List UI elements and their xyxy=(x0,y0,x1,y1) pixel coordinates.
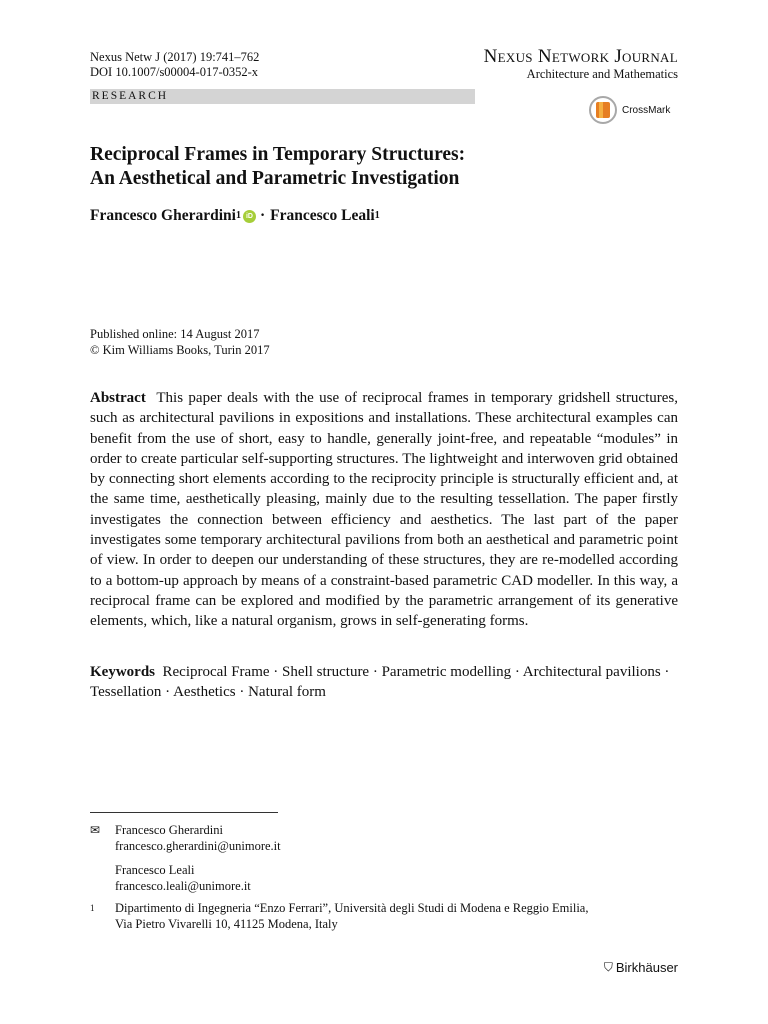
abstract xyxy=(90,388,678,632)
author-affiliation-mark: 1 xyxy=(374,210,380,221)
affiliation-line-1: Dipartimento di Ingegneria “Enzo Ferrari”, Università degli Studi di Modena e Reggio Emilia, xyxy=(115,901,589,915)
keywords-label: Keywords xyxy=(90,664,155,680)
envelope-icon: ✉ xyxy=(90,823,101,837)
contact-email[interactable]: francesco.gherardini@unimore.it xyxy=(115,839,281,853)
abstract-text: This paper deals with the use of reciprocal frames in temporary gridshell structures, such as architectural pavilions in expositions and installations. These architectural examples can benefit from the use of short, easy to handle, generally joint-free, and repeatable “modules” in order to create particular self-supporting structures. The lightweight and interwoven grid obtained by connecting short elements according to the reciprocity principle is structurally efficient and, at the same time, aesthetically pleasing, mainly due to the resulting tessellation. The paper firstly investigates the connection between efficiency and aesthetics. The last part of the paper investigates some temporary architectural pavilions from both an aesthetical and parametric point of view. In order to deepen our understanding of these structures, they are re-modelled according to a bottom-up approach by means of a constraint-based parametric CAD modeller. In this way, a reciprocal frame can be explored and modified by the parametric arrangement of its generative elements, which, like a natural organism, grows in self-generating forms. xyxy=(90,390,679,630)
crossmark-icon xyxy=(589,96,617,124)
contact-name: Francesco Gherardini xyxy=(115,823,223,837)
crossmark-label: CrossMark xyxy=(622,104,671,116)
footnote-divider xyxy=(90,812,278,813)
author-name: Francesco Leali xyxy=(270,207,375,224)
author-separator: · xyxy=(259,207,266,224)
section-banner: RESEARCH xyxy=(90,89,475,104)
orcid-icon[interactable]: iD xyxy=(243,210,256,223)
paper-title xyxy=(90,143,465,191)
affiliation-number: 1 xyxy=(90,903,95,913)
contact-name: Francesco Leali xyxy=(115,863,195,877)
author-list xyxy=(90,206,380,226)
journal-masthead xyxy=(484,47,678,81)
author-affiliation-mark: 1 xyxy=(235,210,241,221)
citation-doi[interactable]: DOI 10.1007/s00004-017-0352-x xyxy=(90,65,259,79)
publisher-name: Birkhäuser xyxy=(615,960,678,975)
citation-volume: Nexus Netw J (2017) 19:741–762 xyxy=(90,50,260,64)
abstract-label: Abstract xyxy=(90,390,146,406)
journal-name: Nexus Network Journal xyxy=(483,46,678,67)
publisher-logo xyxy=(604,960,678,975)
keywords xyxy=(90,662,678,703)
crossmark-badge[interactable] xyxy=(589,96,670,124)
author-name: Francesco Gherardini xyxy=(90,207,236,224)
contact-block xyxy=(90,822,281,894)
journal-subtitle: Architecture and Mathematics xyxy=(526,67,678,81)
title-line-2: An Aesthetical and Parametric Investigation xyxy=(90,168,460,189)
title-line-1: Reciprocal Frames in Temporary Structures: xyxy=(90,144,466,165)
affiliation xyxy=(90,900,588,932)
publisher-icon: ⛉ xyxy=(603,960,613,974)
publication-info xyxy=(90,327,270,358)
affiliation-line-2: Via Pietro Vivarelli 10, 41125 Modena, Italy xyxy=(115,917,338,931)
keywords-text: Reciprocal Frame · Shell structure · Parametric modelling · Architectural pavilions · Tessellation · Aesthetics · Natural form xyxy=(90,664,670,701)
citation-block xyxy=(90,50,259,80)
contact-email[interactable]: francesco.leali@unimore.it xyxy=(115,879,251,893)
published-date: Published online: 14 August 2017 xyxy=(90,327,260,341)
copyright-line: © Kim Williams Books, Turin 2017 xyxy=(90,342,270,357)
